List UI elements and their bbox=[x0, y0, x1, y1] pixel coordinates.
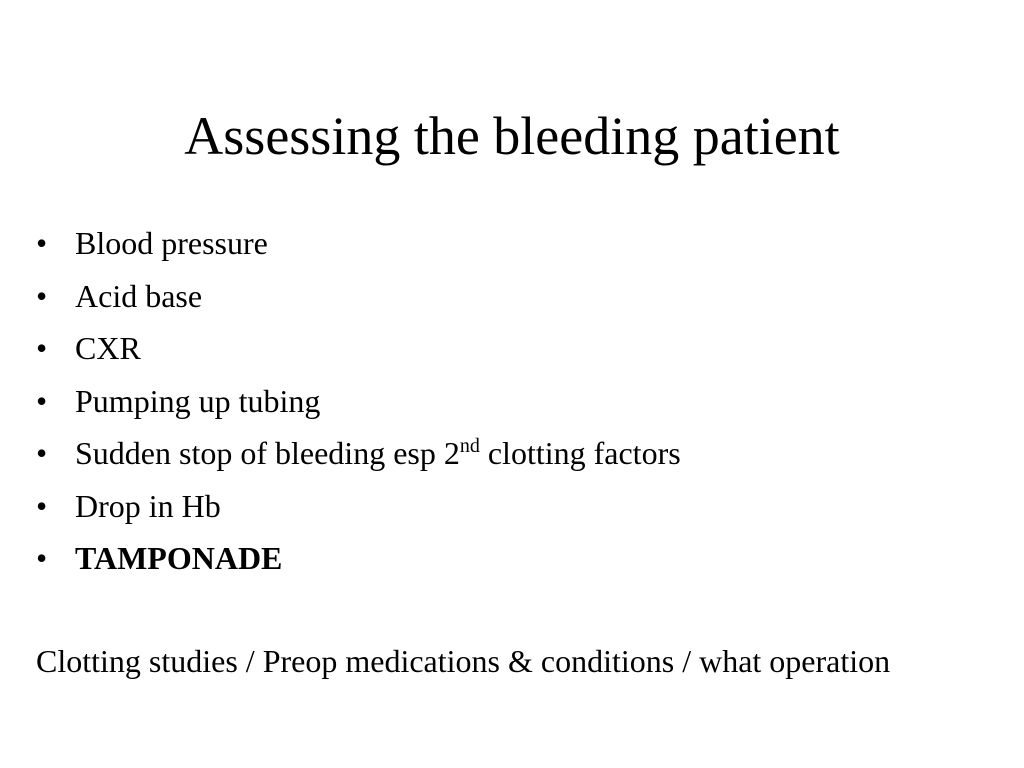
bullet-text bbox=[75, 427, 681, 479]
ordinal-superscript: nd bbox=[459, 435, 480, 457]
bullet-text: Drop in Hb bbox=[75, 487, 221, 524]
list-item bbox=[36, 480, 996, 533]
slide-title: Assessing the bleeding patient bbox=[184, 106, 840, 166]
bullet-text: Pumping up tubing bbox=[75, 382, 321, 419]
bullet-icon: • bbox=[36, 330, 48, 366]
bullet-icon: • bbox=[36, 487, 48, 524]
bullet-text: Blood pressure bbox=[75, 225, 268, 261]
bullet-icon: • bbox=[36, 382, 48, 419]
bullet-text-emphasis: TAMPONADE bbox=[75, 540, 283, 576]
list-item bbox=[36, 270, 996, 323]
bullet-icon: • bbox=[36, 277, 48, 314]
list-item bbox=[36, 427, 996, 480]
bullet-text-after: clotting factors bbox=[479, 435, 681, 471]
bullet-icon: • bbox=[36, 540, 48, 576]
bullet-text-before: Sudden stop of bleeding esp 2 bbox=[75, 435, 460, 471]
bullet-text: CXR bbox=[75, 330, 141, 366]
bullet-list bbox=[36, 217, 996, 585]
list-item bbox=[36, 217, 996, 270]
list-item bbox=[36, 322, 996, 375]
list-item bbox=[36, 532, 996, 585]
bullet-icon: • bbox=[36, 225, 48, 261]
bullet-text: Acid base bbox=[75, 277, 203, 314]
footer-paragraph: Clotting studies / Preop medications & conditions / what operation bbox=[36, 643, 891, 679]
bullet-icon: • bbox=[36, 435, 48, 471]
list-item bbox=[36, 375, 996, 428]
